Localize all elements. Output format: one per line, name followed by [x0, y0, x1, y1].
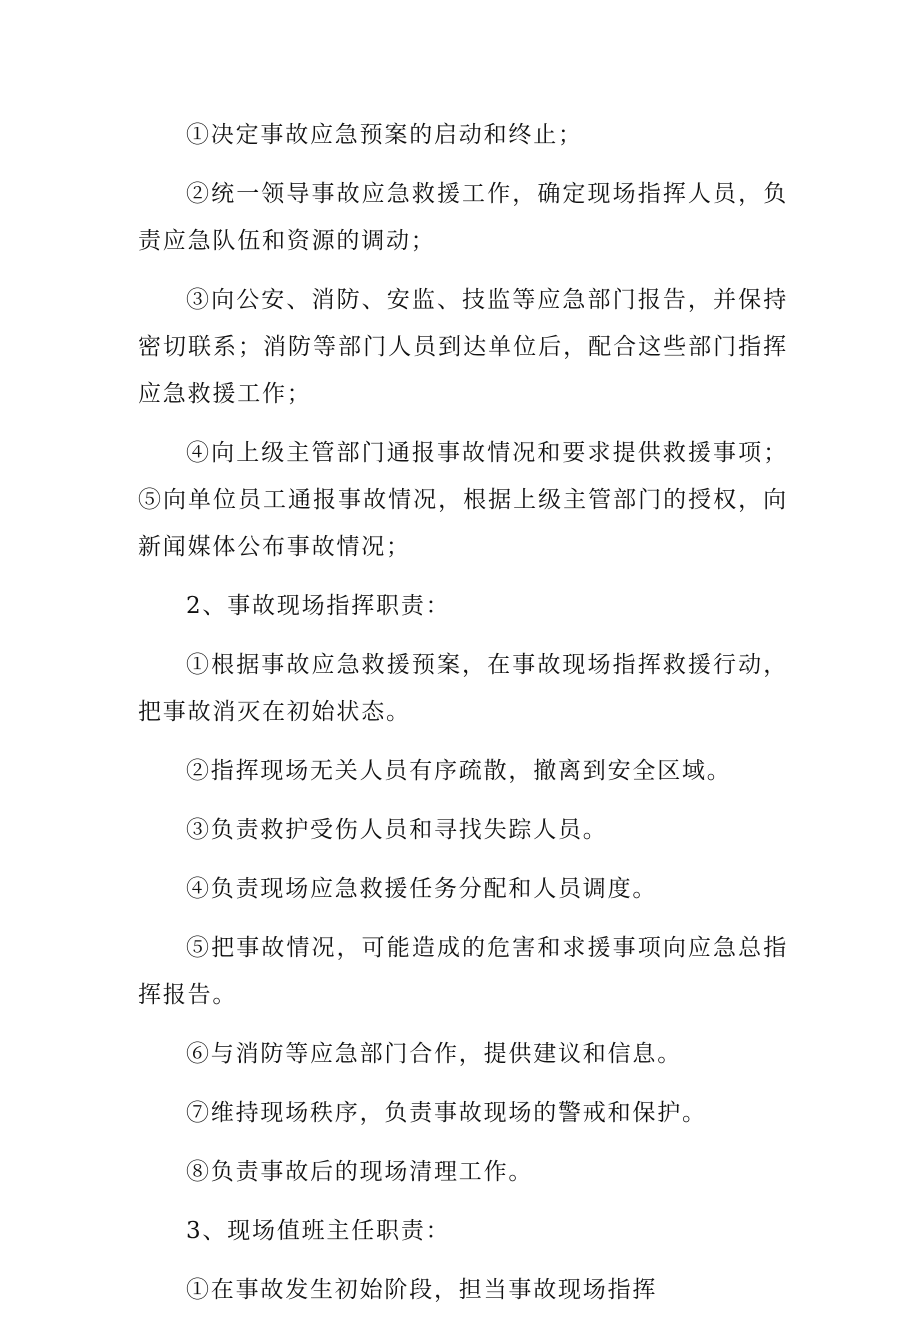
- paragraph-4: ④向上级主管部门通报事故情况和要求提供救援事项；⑤向单位员工通报事故情况，根据上级主管部门的授权，向新闻媒体公布事故情况；: [138, 440, 788, 560]
- paragraph-3: ③向公安、消防、安监、技监等应急部门报告，并保持密切联系；消防等部门人员到达单位后，配合这些部门指挥应急救援工作；: [138, 287, 788, 407]
- section-heading-3: 3、现场值班主任职责：: [186, 1218, 451, 1244]
- paragraph-11: ⑥与消防等应急部门合作，提供建议和信息。: [186, 1041, 682, 1067]
- paragraph-8: ③负责救护受伤人员和寻找失踪人员。: [186, 817, 608, 843]
- paragraph-13: ⑧负责事故后的现场清理工作。: [186, 1159, 534, 1185]
- document-body: [138, 112, 788, 1326]
- section-heading-2: 2、事故现场指挥职责：: [186, 593, 451, 619]
- paragraph-2: ②统一领导事故应急救援工作，确定现场指挥人员，负责应急队伍和资源的调动；: [138, 181, 788, 254]
- paragraph-7: ②指挥现场无关人员有序疏散，撤离到安全区域。: [186, 758, 732, 784]
- paragraph-12: ⑦维持现场秩序，负责事故现场的警戒和保护。: [186, 1100, 707, 1126]
- paragraph-10: ⑤把事故情况，可能造成的危害和求援事项向应急总指挥报告。: [138, 935, 788, 1008]
- paragraph-1: ①决定事故应急预案的启动和终止；: [186, 122, 583, 148]
- paragraph-15: ①在事故发生初始阶段，担当事故现场指挥: [186, 1277, 658, 1303]
- paragraph-9: ④负责现场应急救援任务分配和人员调度。: [186, 876, 658, 902]
- paragraph-6: ①根据事故应急救援预案，在事故现场指挥救援行动，把事故消灭在初始状态。: [138, 652, 788, 725]
